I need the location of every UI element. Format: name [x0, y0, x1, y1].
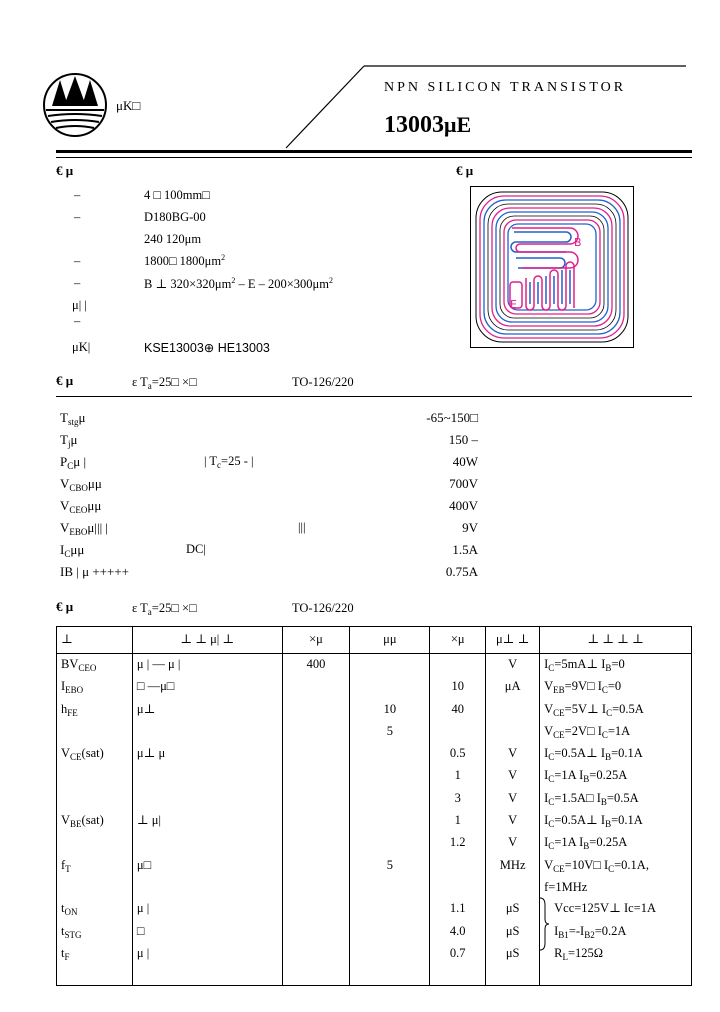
table-cell-max: 10: [430, 676, 486, 698]
table-row: [57, 765, 692, 787]
table-cell-desc: μ |: [132, 943, 282, 965]
table-row: [57, 898, 692, 920]
abs-row-symbol: $T_{stg}\mu$: [60, 410, 86, 427]
table-cell-cond: f=1MHz: [540, 877, 692, 898]
table-cell-cond: Vcc=125V⊥ Ic=1A: [540, 898, 692, 920]
electrical-characteristics-table: [56, 626, 692, 986]
chip-row-value: D180BG-00: [144, 210, 206, 224]
table-cell-min: [282, 898, 350, 920]
table-cell-min: [282, 877, 350, 898]
table-cell-typ: [350, 921, 430, 943]
table-cell-desc: μ□: [132, 855, 282, 877]
table-cell-cond: $I_C=1A$ $I_B=0.25A$: [540, 832, 692, 854]
table-row: [57, 699, 692, 721]
table-cell-desc: μ |: [132, 898, 282, 920]
table-cell-sym: [57, 877, 133, 898]
table-cell-cond: $V_{CE}=2V□$ $I_C=1A$: [540, 721, 692, 743]
table-cell-sym: $h_{FE}$: [57, 699, 133, 721]
table-cell-cond: $I_C=1.5A□$ $I_B=0.5A$: [540, 788, 692, 810]
table-cell-sym: [57, 721, 133, 743]
table-cell-typ: [350, 898, 430, 920]
abs-row-symbol: $V_{EBO}\mu|||$ |: [60, 520, 109, 537]
table-cell-desc: μ⊥: [132, 699, 282, 721]
table-cell-max: 0.7: [430, 943, 486, 965]
table-cell-max: 1.1: [430, 898, 486, 920]
table-cell-max: [430, 855, 486, 877]
table-filler-row: [57, 965, 692, 986]
table-row: [57, 877, 692, 898]
table-cell-typ: [350, 832, 430, 854]
table-cell-max: [430, 654, 486, 677]
chip-row-label: –: [74, 254, 81, 268]
table-row: [57, 810, 692, 832]
table-cell-typ: [350, 788, 430, 810]
abs-row-symbol: $V_{CEO}\mu\mu$: [60, 498, 102, 515]
part-number: 13003μE: [384, 112, 472, 138]
col-header: μ⊥ ⊥: [486, 627, 540, 654]
table-cell-empty: [486, 965, 540, 986]
table-cell-desc: [132, 832, 282, 854]
table-cell-cond: $I_C=0.5A\perp$ $I_B=0.1A$: [540, 743, 692, 765]
table-cell-unit: V: [486, 765, 540, 787]
table-cell-desc: □: [132, 921, 282, 943]
table-cell-min: [282, 810, 350, 832]
switching-brace: [538, 897, 550, 951]
table-cell-min: [282, 855, 350, 877]
table-cell-min: [282, 699, 350, 721]
abs-conditions: ɛ $T_a=25□$ ×□: [132, 375, 197, 391]
product-type: NPN SILICON TRANSISTOR: [384, 80, 627, 95]
table-cell-max: [430, 721, 486, 743]
table-cell-desc: μ⊥ μ: [132, 743, 282, 765]
table-cell-unit: μS: [486, 898, 540, 920]
table-cell-empty: [350, 965, 430, 986]
table-cell-desc: [132, 765, 282, 787]
elec-section-title: € μ: [56, 599, 74, 614]
table-cell-typ: 5: [350, 721, 430, 743]
table-cell-max: 3: [430, 788, 486, 810]
abs-row-symbol: IB | μ +++++: [60, 564, 129, 579]
company-logo: [42, 72, 108, 138]
table-row: [57, 788, 692, 810]
table-row: [57, 832, 692, 854]
table-cell-max: 1: [430, 765, 486, 787]
table-cell-typ: [350, 810, 430, 832]
elec-conditions: ɛ $T_a=25□$ ×□: [132, 601, 197, 617]
header-rule-thin: [56, 157, 692, 158]
chip-section-title: € μ: [56, 163, 74, 178]
chip-row-value: B ⊥ $320\times 320\mu m^2 - E - 200\times 300\mu m^2$: [144, 276, 333, 291]
chip-row-value: KSE13003⊕ HE13003: [144, 341, 270, 355]
table-cell-sym: $I_{EBO}$: [57, 676, 133, 698]
chip-row-label: μK|: [72, 340, 91, 354]
table-cell-max: [430, 877, 486, 898]
table-cell-min: [282, 765, 350, 787]
abs-section-title: € μ: [56, 373, 74, 388]
table-cell-cond: $I_C=5mA\perp$ $I_B=0$: [540, 654, 692, 677]
table-row: [57, 654, 692, 677]
table-cell-sym: $t_{STG}$: [57, 921, 133, 943]
table-cell-sym: $V_{BE}(sat)$: [57, 810, 133, 832]
table-cell-unit: [486, 877, 540, 898]
table-cell-typ: 5: [350, 855, 430, 877]
table-cell-typ: 10: [350, 699, 430, 721]
abs-row-note: |||: [298, 520, 306, 534]
table-cell-min: 400: [282, 654, 350, 677]
table-cell-unit: V: [486, 832, 540, 854]
abs-row-value: 9V: [462, 520, 478, 535]
table-cell-max: 4.0: [430, 921, 486, 943]
table-row: [57, 855, 692, 877]
table-row: [57, 943, 692, 965]
chip-row-label: μ| |: [72, 298, 87, 312]
table-cell-min: [282, 676, 350, 698]
table-cell-min: [282, 832, 350, 854]
col-header: ⊥ ⊥ ⊥ ⊥: [540, 627, 692, 654]
table-cell-empty: [132, 965, 282, 986]
table-cell-empty: [540, 965, 692, 986]
abs-row-value: 700V: [449, 476, 478, 491]
table-cell-cond: $I_{B1}=-I_{B2}=0.2A$: [540, 921, 692, 943]
table-cell-cond: $I_C=0.5A\perp$ $I_B=0.1A$: [540, 810, 692, 832]
table-cell-empty: [57, 965, 133, 986]
abs-row-value: 40W: [452, 454, 478, 469]
abs-row-note: DC|: [186, 542, 206, 556]
table-cell-sym: [57, 765, 133, 787]
chip-row-label: –: [74, 188, 81, 202]
chip-emitter-label: E: [510, 298, 517, 311]
table-cell-desc: □ —μ□: [132, 676, 282, 698]
abs-rule: [56, 396, 692, 397]
table-cell-typ: [350, 654, 430, 677]
abs-row-note: | $T_c=25$ - |: [204, 454, 254, 470]
table-cell-max: 40: [430, 699, 486, 721]
table-cell-cond: $V_{CE}=5V\perp$ $I_C=0.5A$: [540, 699, 692, 721]
col-header: ⊥: [57, 627, 133, 654]
abs-row-value: 150 –: [448, 432, 478, 447]
table-cell-empty: [430, 965, 486, 986]
chip-row-label: –: [74, 276, 81, 290]
chip-base-label: B: [574, 236, 582, 249]
table-cell-sym: $V_{CE}(sat)$: [57, 743, 133, 765]
abs-row-symbol: $V_{CBO}\mu\mu$: [60, 476, 102, 493]
table-cell-cond: $R_L=125\Omega$: [540, 943, 692, 965]
table-row: [57, 921, 692, 943]
table-cell-max: 1.2: [430, 832, 486, 854]
table-cell-min: [282, 943, 350, 965]
chip-diagram-title: € μ: [456, 163, 474, 178]
table-cell-unit: V: [486, 743, 540, 765]
table-cell-unit: μS: [486, 943, 540, 965]
table-cell-unit: V: [486, 788, 540, 810]
table-cell-desc: [132, 788, 282, 810]
abs-row-value: 1.5A: [452, 542, 478, 557]
col-header: ×μ: [430, 627, 486, 654]
chip-layout-diagram: [470, 186, 634, 348]
table-cell-sym: [57, 788, 133, 810]
table-cell-min: [282, 921, 350, 943]
table-cell-min: [282, 721, 350, 743]
table-cell-desc: [132, 877, 282, 898]
chip-row-label: –: [74, 210, 81, 224]
table-cell-cond: $V_{CE}=10V□$ $I_C=0.1A$,: [540, 855, 692, 877]
table-cell-cond: $V_{EB}=9V□$ $I_C=0$: [540, 676, 692, 698]
table-cell-unit: V: [486, 810, 540, 832]
table-cell-typ: [350, 943, 430, 965]
table-cell-max: 0.5: [430, 743, 486, 765]
col-header: ⊥ ⊥ μ| ⊥: [132, 627, 282, 654]
table-body: [57, 654, 692, 986]
table-cell-cond: $I_C=1A$ $I_B=0.25A$: [540, 765, 692, 787]
table-cell-min: [282, 788, 350, 810]
abs-row-value: -65~150□: [426, 410, 478, 425]
table-cell-min: [282, 743, 350, 765]
table-cell-empty: [282, 965, 350, 986]
table-cell-typ: [350, 877, 430, 898]
table-cell-unit: μS: [486, 921, 540, 943]
abs-row-symbol: $I_C\mu\mu$: [60, 542, 85, 559]
brand-label: μK□: [116, 98, 141, 113]
abs-row-symbol: $T_j\mu$: [60, 432, 78, 449]
table-cell-sym: $f_T$: [57, 855, 133, 877]
table-cell-max: 1: [430, 810, 486, 832]
table-cell-unit: μA: [486, 676, 540, 698]
table-cell-sym: $t_{ON}$: [57, 898, 133, 920]
table-cell-typ: [350, 765, 430, 787]
table-cell-sym: $BV_{CEO}$: [57, 654, 133, 677]
table-cell-typ: [350, 676, 430, 698]
table-cell-unit: MHz: [486, 855, 540, 877]
header-rule-thick: [56, 150, 692, 153]
chip-row-value: 1800□ $1800\mu m^2$: [144, 253, 226, 268]
abs-row-value: 0.75A: [445, 564, 478, 579]
col-header: μμ: [350, 627, 430, 654]
elec-package: TO-126/220: [292, 601, 354, 615]
chip-row-label: –: [74, 314, 81, 328]
chip-row-value: 4 □ 100mm□: [144, 188, 210, 202]
table-cell-typ: [350, 743, 430, 765]
table-row: [57, 721, 692, 743]
table-header-row: [57, 627, 692, 654]
abs-row-value: 400V: [449, 498, 478, 513]
table-cell-desc: ⊥ μ|: [132, 810, 282, 832]
abs-row-symbol: $P_C\mu$ |: [60, 454, 87, 471]
table-cell-desc: [132, 721, 282, 743]
chip-row-value: 240 120μm: [144, 232, 202, 246]
table-cell-sym: $t_F$: [57, 943, 133, 965]
table-row: [57, 676, 692, 698]
table-cell-unit: [486, 699, 540, 721]
table-cell-sym: [57, 832, 133, 854]
table-cell-unit: V: [486, 654, 540, 677]
abs-package: TO-126/220: [292, 375, 354, 389]
table-cell-desc: μ | — μ |: [132, 654, 282, 677]
header-divider-lines: [280, 60, 700, 170]
col-header: ×μ: [282, 627, 350, 654]
table-cell-unit: [486, 721, 540, 743]
table-row: [57, 743, 692, 765]
